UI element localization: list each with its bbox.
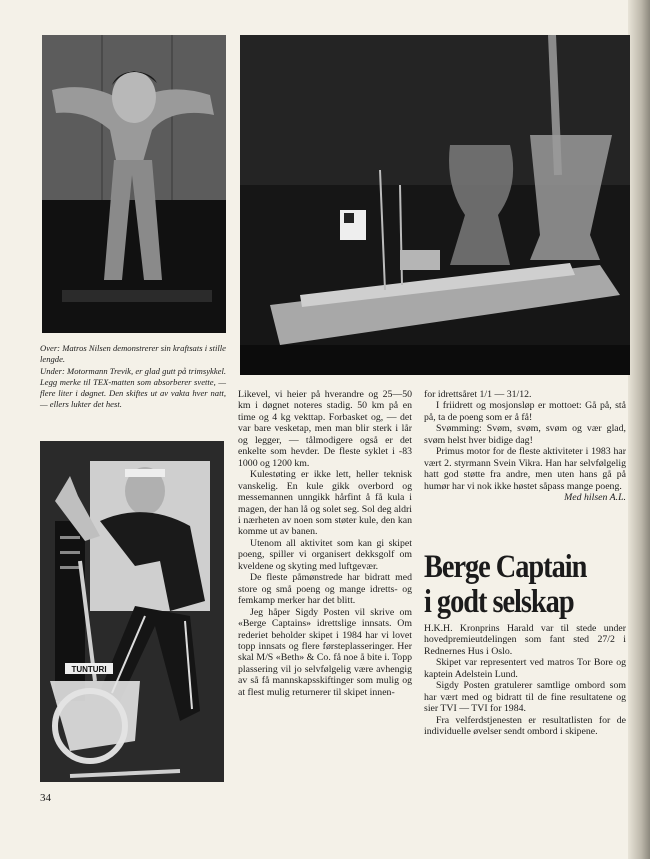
caption-under-text: Motormann Trevik, er glad gutt på trimsykkel. Legg merke til TEX-matten som absorberer svette, — flere liter i døgnet. Den skiftes ut av vakta hver natt, — ellers lukter det hest.: [40, 365, 226, 410]
article-column-right-top: [424, 389, 626, 504]
caption-over: [40, 343, 226, 366]
paragraph: Jeg håper Sigdy Posten vil skrive om «Berge Captains» idrettslige innsats. Om rederiet beholder skipet i 1984 har vi lovet topp innsats og flere førsteplasseringer. Her skal M/S «Beth» & Co. få noe å bite i. Topp plassering vil jo selvfølgelig være avhengig av så få mannskapsskiftinger som mulig og at flest mulig returnerer til skipet innen-: [238, 606, 412, 698]
paragraph: Primus motor for de fleste aktiviteter i 1983 har vært 2. styrmann Svein Vikra. Han har selvfølgelig hatt god støtte fra andre, men uten hans gå på humør har vi nok ikke høstet såpass mange poeng.: [424, 446, 626, 492]
article-column-middle: [238, 389, 412, 698]
caption-over-label: Over:: [40, 343, 61, 353]
headline-line-2: i godt selskap: [424, 584, 574, 620]
paragraph: Likevel, vi heier på hverandre og 25—50 km i døgnet noteres stadig. 50 km på en time og 4 kg vekttap. Forbasket og, — det var bare vesketap, men man blir sterk i lår og legger, — tålmodigere også er det enkelte som hevder. De fleste syklet i -83 1000 og 1200 km.: [238, 389, 412, 469]
page-binding-shadow: [628, 0, 650, 859]
paragraph: Svømming: Svøm, svøm, svøm og vær glad, svøm helst hver bidige dag!: [424, 423, 626, 446]
bike-brand-label: TUNTURI: [71, 665, 107, 674]
photo-athlete-crouching: [42, 35, 226, 333]
caption-over-text: Matros Nilsen demonstrerer sin kraftsats i stille lengde.: [40, 343, 226, 365]
photo-model-ship-trophies: [240, 35, 630, 375]
paragraph: Fra velferdstjenesten er resultatlisten for de individuelle øvelser sendt ombord i skipene.: [424, 714, 626, 738]
caption-under: [40, 366, 226, 411]
paragraph: H.K.H. Kronprins Harald var til stede under hovedpremieutdelingen som fant sted 27/2 i Rednernes Hus i Oslo.: [424, 623, 626, 657]
caption-under-label: Under:: [40, 365, 65, 376]
article-headline: [424, 550, 605, 620]
paragraph: Skipet var representert ved matros Tor Bore og kaptein Adelstein Lund.: [424, 657, 626, 680]
paragraph: Sigdy Posten gratulerer samtlige ombord som har vært med og bidratt til de fine resultatene og sier TVI — TVI for 1984.: [424, 680, 626, 715]
article-column-right-bottom: [424, 623, 626, 738]
paragraph: De fleste påmønstrede har bidratt med store og små poeng og mange idretts- og femkamp merker har det blitt.: [238, 572, 412, 607]
article-signature: Med hilsen A.L.: [564, 492, 626, 504]
paragraph: I friidrett og mosjonsløp er mottoet: Gå på, stå på, ta de poeng som er å få!: [424, 400, 626, 423]
headline-line-1: Berge Captain: [424, 549, 587, 585]
paragraph: for idrettsåret 1/1 — 31/12.: [424, 389, 532, 400]
paragraph: Utenom all aktivitet som kan gi skipet poeng, spiller vi organisert dekksgolf om kveldene og skyting med luftgevær.: [238, 537, 412, 572]
paragraph: Kulestøting er ikke lett, heller teknisk vanskelig. En kule gikk overbord og messemannen unngikk hårfint å få kula i magen, der han lå og solet seg. Sol deg aldri i nærheten av noen som støter kule, den kan komme ut av banen.: [238, 469, 412, 538]
photo-exercise-bike: [40, 441, 224, 782]
photo-caption: [40, 343, 226, 411]
page-number: 34: [40, 792, 51, 804]
